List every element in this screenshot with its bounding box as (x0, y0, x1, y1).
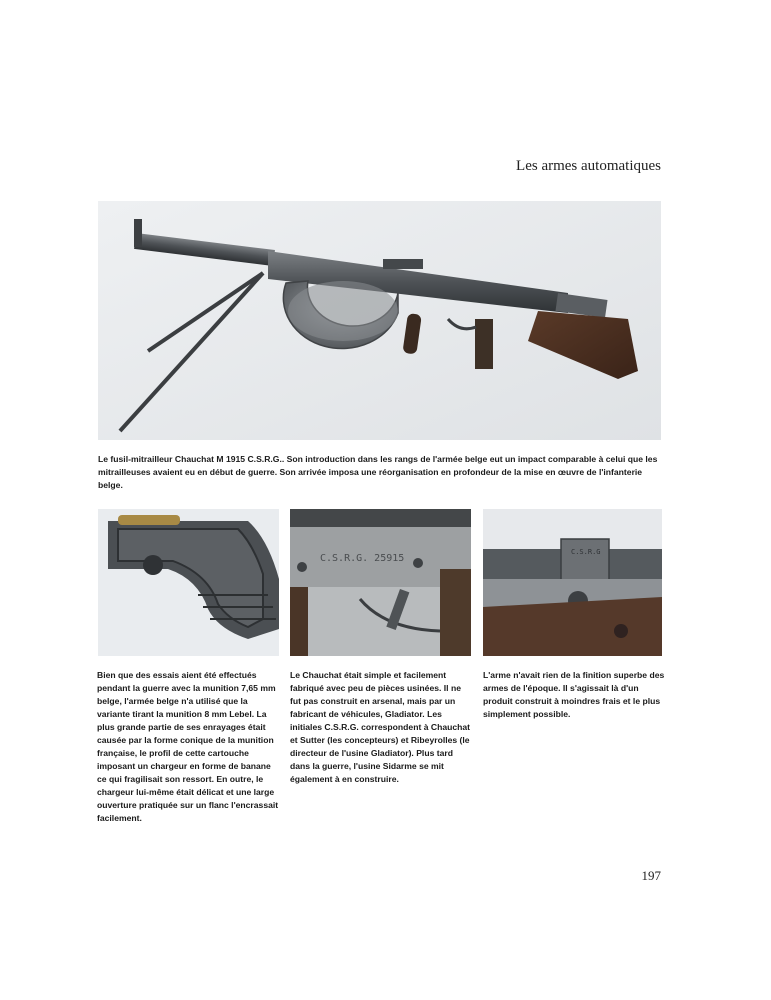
column-3-paragraph: L'arme n'avait rien de la finition superbe des armes de l'époque. Il s'agissait là d'un produit construit à moindres frais et le plus simplement possible. (483, 670, 665, 719)
main-photo-chauchat (98, 201, 661, 440)
receiver-marking-text: C.S.R.G. 25915 (320, 553, 405, 564)
receiver-markings-photo (290, 509, 471, 656)
main-photo-caption: Le fusil-mitrailleur Chauchat M 1915 C.S.R.G.. Son introduction dans les rangs de l'armée belge eut un impact comparable à celui que les mitrailleuses avaient eu en début de guerre. Son arrivée imposa une réorganisation en profondeur de la mise en œuvre de l'infanterie belge. (98, 454, 658, 490)
column-1-paragraph: Bien que des essais aient été effectués pendant la guerre avec la munition 7,65 mm belge, l'armée belge n'a utilisé que la variante tirant la munition 8 mm Lebel. La plus grande partie de ses enrayages était causée par la forme conique de la munition française, le profil de cette cartouche imposant un chargeur en forme de banane ce qui fragilisait son ressort. En outre, le chargeur lui-même était délicat et une large ouverture pratiquée sur un flanc l'encrassait facilement. (97, 670, 279, 823)
text-column-2 (290, 669, 474, 786)
running-head: Les armes automatiques (516, 158, 661, 174)
magazine-detail-photo (98, 509, 279, 656)
column-2-paragraph: Le Chauchat était simple et facilement fabriqué avec peu de pièces usinées. Il ne fut pas construit en arsenal, mais par un fabricant de véhicules, Gladiator. Les initiales C.S.R.G. correspondent à Chauchat et Sutter (les concepteurs) et Ribeyrolles (le directeur de l'usine Gladiator). Plus tard dans la guerre, l'usine Sidarme se mit également à en construire. (290, 670, 471, 784)
page-number: 197 (641, 868, 661, 883)
sight-marking-text: C.S.R.G (571, 548, 601, 556)
text-column-1 (97, 669, 281, 825)
rear-sight-photo (483, 509, 662, 656)
text-column-3 (483, 669, 667, 721)
